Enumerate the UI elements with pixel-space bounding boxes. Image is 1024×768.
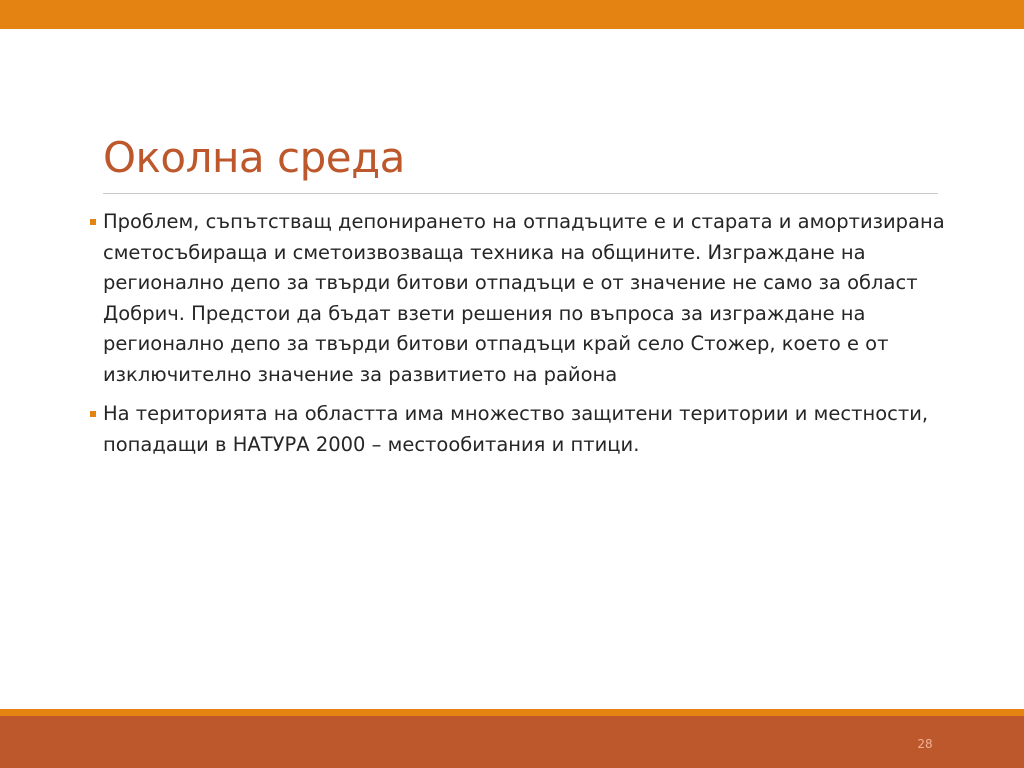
bullet-text: Проблем, съпътстващ депонирането на отпадъците е и старата и амортизирана сметосъбираща и сметоизвозваща техника на общините. Изграждане на регионално депо за твърди битови отпадъци е от значение не само за област Добрич. Предстои да бъдат взети решения по въпроса за изграждане на регионално депо за твърди битови отпадъци край село Стожер, което е от изключително значение за развитието на района xyxy=(103,210,945,386)
square-bullet-icon xyxy=(90,219,96,225)
bullet-item xyxy=(90,207,948,390)
top-accent-bar xyxy=(0,0,1024,29)
footer-band xyxy=(0,716,1024,768)
footer-accent-stripe xyxy=(0,709,1024,716)
square-bullet-icon xyxy=(90,411,96,417)
title-divider xyxy=(103,193,938,194)
slide-title: Околна среда xyxy=(103,133,405,182)
bullet-item xyxy=(90,399,948,460)
bullet-list xyxy=(90,207,948,460)
bullet-text: На територията на областта има множество защитени територии и местности, попадащи в НАТУРА 2000 – местообитания и птици. xyxy=(103,402,929,456)
slide-number: 28 xyxy=(917,737,933,751)
